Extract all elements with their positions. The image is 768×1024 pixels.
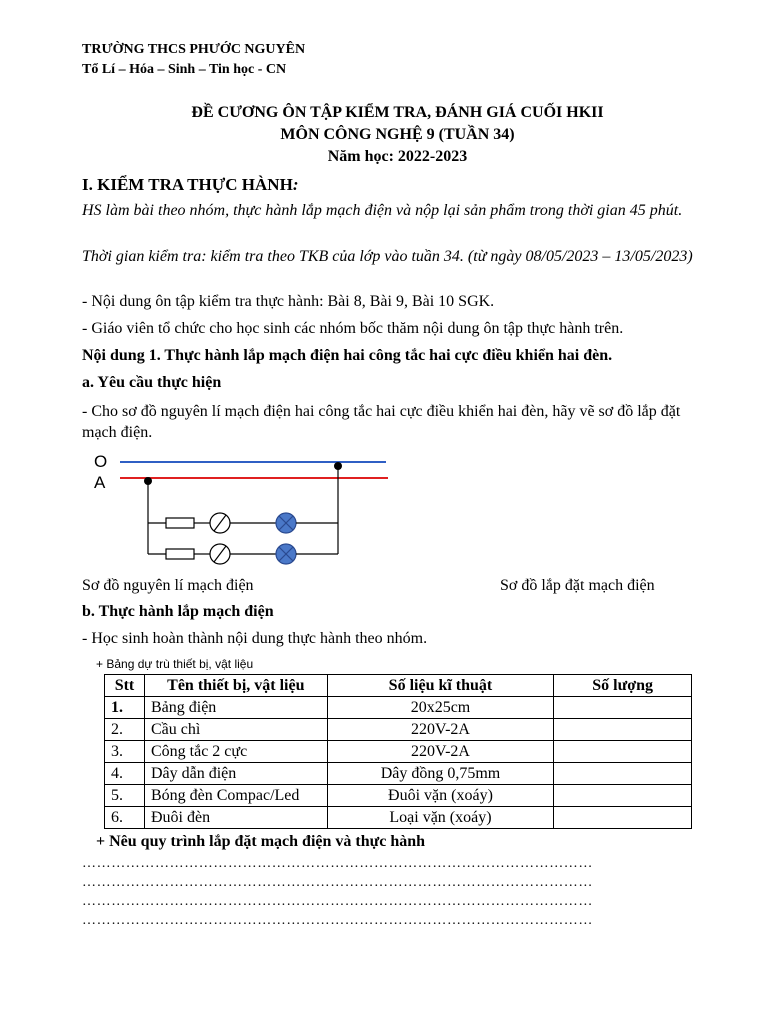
exam-time-paragraph: Thời gian kiểm tra: kiểm tra theo TKB của lớp vào tuần 34. (từ ngày 08/05/2023 – 13/05/2023) xyxy=(82,248,693,265)
school-name: TRƯỜNG THCS PHƯỚC NGUYÊN xyxy=(82,42,306,57)
item-name: Bảng điện xyxy=(144,697,327,719)
item-spec: Đuôi vặn (xoáy) xyxy=(327,785,554,807)
table-row xyxy=(105,763,692,785)
principle-diagram-caption: Sơ đồ nguyên lí mạch điện xyxy=(82,577,254,594)
table-row xyxy=(105,785,692,807)
neutral-label: O xyxy=(94,452,108,471)
row-number: 1. xyxy=(105,697,145,719)
section-heading-text: I. KIỂM TRA THỰC HÀNH xyxy=(82,175,293,194)
table-row xyxy=(105,697,692,719)
answer-line: …………………………………………………………………………………………… xyxy=(82,894,593,909)
phase-label: A xyxy=(94,473,106,492)
requirement-paragraph: - Cho sơ đồ nguyên lí mạch điện hai công tắc hai cực điều khiển hai đèn, hãy vẽ sơ đồ lắp đặt mạch điện. xyxy=(82,403,681,441)
row-number: 3. xyxy=(105,741,145,763)
table-row xyxy=(105,807,692,829)
item-quantity xyxy=(554,697,692,719)
item-quantity xyxy=(554,741,692,763)
item-spec: 20x25cm xyxy=(327,697,554,719)
practice-paragraph: - Học sinh hoàn thành nội dung thực hành theo nhóm. xyxy=(82,630,428,647)
document-title: ĐỀ CƯƠNG ÔN TẬP KIỂM TRA, ĐÁNH GIÁ CUỐI HKII xyxy=(191,104,604,121)
item-spec: Loại vặn (xoáy) xyxy=(327,807,554,829)
fuse-icon xyxy=(166,518,194,528)
row-number: 4. xyxy=(105,763,145,785)
branch-1 xyxy=(148,513,338,533)
instruction-paragraph: HS làm bài theo nhóm, thực hành lắp mạch điện và nộp lại sản phẩm trong thời gian 45 phút. xyxy=(82,202,683,219)
item-spec: 220V-2A xyxy=(327,719,554,741)
column-header: Tên thiết bị, vật liệu xyxy=(144,675,327,697)
item-quantity xyxy=(554,763,692,785)
answer-line: …………………………………………………………………………………………… xyxy=(82,913,593,928)
teacher-note-line: - Giáo viên tổ chức cho học sinh các nhóm bốc thăm nội dung ôn tập thực hành trên. xyxy=(82,320,624,337)
table-row xyxy=(105,741,692,763)
table-caption: + Bảng dự trù thiết bị, vật liệu xyxy=(96,657,254,671)
content-1-heading: Nội dung 1. Thực hành lắp mạch điện hai công tắc hai cực điều khiển hai đèn. xyxy=(82,347,613,364)
item-spec: Dây đồng 0,75mm xyxy=(327,763,554,785)
practice-heading: b. Thực hành lắp mạch điện xyxy=(82,603,274,620)
table-header-row xyxy=(105,675,692,697)
item-quantity xyxy=(554,785,692,807)
item-name: Công tắc 2 cực xyxy=(144,741,327,763)
item-name: Cầu chì xyxy=(144,719,327,741)
branch-2 xyxy=(148,544,338,564)
procedure-heading: + Nêu quy trình lắp đặt mạch điện và thực hành xyxy=(96,833,426,850)
department-name: Tổ Lí – Hóa – Sinh – Tin học - CN xyxy=(82,62,287,77)
fuse-icon xyxy=(166,549,194,559)
row-number: 6. xyxy=(105,807,145,829)
item-name: Bóng đèn Compac/Led xyxy=(144,785,327,807)
equipment-table xyxy=(104,674,692,829)
row-number: 5. xyxy=(105,785,145,807)
column-header: Stt xyxy=(105,675,145,697)
answer-line: …………………………………………………………………………………………… xyxy=(82,875,593,890)
item-quantity xyxy=(554,719,692,741)
document-subtitle: MÔN CÔNG NGHỆ 9 (TUẦN 34) xyxy=(280,126,515,143)
review-content-line: - Nội dung ôn tập kiểm tra thực hành: Bài 8, Bài 9, Bài 10 SGK. xyxy=(82,293,495,310)
item-name: Dây dẫn điện xyxy=(144,763,327,785)
column-header: Số liệu kĩ thuật xyxy=(327,675,554,697)
column-header: Số lượng xyxy=(554,675,692,697)
item-spec: 220V-2A xyxy=(327,741,554,763)
installation-diagram-caption: Sơ đồ lắp đặt mạch điện xyxy=(500,577,655,594)
item-name: Đuôi đèn xyxy=(144,807,327,829)
table-row xyxy=(105,719,692,741)
answer-line: …………………………………………………………………………………………… xyxy=(82,856,593,871)
school-year: Năm học: 2022-2023 xyxy=(327,148,468,165)
section-heading-colon: : xyxy=(292,175,299,194)
item-quantity xyxy=(554,807,692,829)
requirement-heading: a. Yêu cầu thực hiện xyxy=(82,374,222,391)
row-number: 2. xyxy=(105,719,145,741)
